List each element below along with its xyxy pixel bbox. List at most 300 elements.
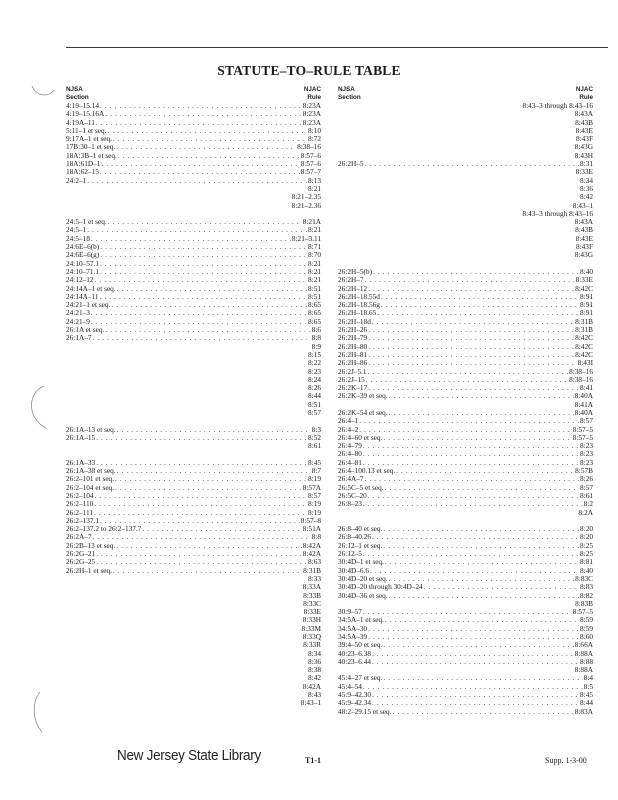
table-row [338,575,593,583]
table-row [338,268,593,276]
statute-section: 26:2J–5.1 [338,367,367,376]
statute-section: 26:1A–13 et seq. [66,425,116,434]
rule-reference: 8:33 [308,574,321,583]
table-row [66,268,321,276]
dot-leader [363,550,579,558]
table-row [338,384,593,392]
rule-reference: 8:38–16 [569,367,593,376]
rule-reference: 8:22 [308,359,321,368]
dot-leader [372,318,574,326]
supplement-date: Supp. 1-3-00 [545,756,587,765]
table-row [66,650,321,658]
dot-leader [113,567,302,575]
statute-section: 26:2K–17 [338,384,368,393]
table-row [338,193,593,201]
table-row [338,600,593,608]
table-row [338,392,593,400]
rule-reference: 8:23 [580,458,593,467]
dot-leader [368,285,574,293]
dot-leader [100,293,307,301]
rule-reference: 8:33Q [302,633,321,641]
rule-reference: 8:91 [580,292,593,301]
statute-section: 45:9–42.34 [338,699,372,708]
rule-reference: 8:43B [575,226,593,235]
table-row [66,583,321,591]
table-row [66,260,321,268]
table-row [66,127,321,135]
header-rule: Rule [307,93,321,101]
table-row [66,625,321,633]
dot-leader [372,650,574,658]
statute-section: 26:2–104 et seq. [66,483,115,492]
rule-reference: 8:42 [580,193,593,202]
dot-leader [368,343,574,351]
left-table-rows [66,102,321,708]
dot-leader [368,351,574,359]
dot-leader [363,683,583,691]
dot-leader [91,235,291,243]
rule-reference: 8:42C [575,334,593,343]
table-row [338,641,593,649]
table-row [66,218,321,226]
rule-reference: 8:42A [302,541,321,550]
statute-section: 39:4–50 et seq. [338,641,383,650]
statute-section: 26:8–23 [338,500,362,509]
dot-leader [385,484,579,492]
rule-reference: 8:33M [301,624,321,633]
table-row [338,442,593,450]
statute-section: 26:4–2 [338,425,359,434]
rule-reference: 8:2A [578,508,593,517]
table-row [338,484,593,492]
left-column [66,86,321,708]
rule-reference: 8:43F [575,135,593,144]
rule-reference: 8:59 [580,616,593,625]
dot-leader [368,359,576,367]
statute-section: 26:1A–38 et seq. [66,467,116,476]
rule-reference: 8:36 [580,184,593,193]
dot-leader [365,276,575,284]
rule-reference: 8:51 [308,284,321,293]
right-column [338,86,593,716]
dot-leader [95,276,307,284]
statute-section: 30:4D–1 et seq. [338,558,385,567]
dot-leader [383,434,571,442]
dot-leader [385,616,579,624]
table-row [338,558,593,566]
table-row [66,683,321,691]
header-njsa: NJSA [66,86,83,93]
rule-reference: 8:65 [308,317,321,326]
rule-reference: 8:23 [580,450,593,459]
statute-section: 26:2J–15 [338,375,365,384]
dot-leader [100,260,307,268]
rule-reference: 8:65 [308,301,321,310]
table-row [66,351,321,359]
table-row [338,583,593,591]
table-row [66,517,321,525]
statute-section: 34:5A–39 [338,633,368,641]
table-row [66,152,321,160]
dot-leader [368,326,574,334]
statute-section: 26:2H–81 [338,350,368,359]
header-njsa: NJSA [338,86,355,93]
rule-reference: 8:40A [574,408,593,417]
table-row [66,533,321,541]
table-row [338,110,593,118]
rule-reference: 8:83B [575,599,593,608]
dot-leader [94,500,307,508]
table-row [66,102,321,110]
dot-leader [365,475,579,483]
rule-reference: 8:8 [311,334,321,343]
dot-leader [381,301,579,309]
table-row [338,426,593,434]
dot-leader [91,309,307,317]
row-spacer [66,450,321,458]
table-row [66,285,321,293]
statute-section: 26:8–40 et seq. [338,525,383,534]
statute-section: 24:12–12 [66,276,94,285]
dot-leader [368,334,574,342]
rule-reference: 8:57B [575,467,593,476]
rule-reference: 8:42C [575,342,593,351]
rule-reference: 8:9 [311,342,321,351]
dot-leader [115,484,302,492]
statute-section: 26:4–80 [338,450,362,459]
dot-leader [393,708,574,716]
table-row [66,135,321,143]
rule-reference: 8:66A [574,641,593,650]
statute-section: 26:1A–33 [66,458,96,467]
table-row [66,193,321,201]
rule-reference: 8:83C [575,574,593,583]
rule-reference: 8:57 [308,408,321,417]
statute-section: 26:2–110 [66,500,94,509]
rule-reference: 8:40 [580,566,593,575]
rule-reference: 8:21–2.36 [291,201,321,210]
table-row [338,542,593,550]
dot-leader [381,293,579,301]
table-row [338,135,593,143]
statute-section: 24:5–1 [66,226,87,235]
table-row [66,467,321,475]
table-row [338,351,593,359]
rule-reference: 8:57A [302,483,321,492]
dot-leader [105,110,301,118]
table-row [338,127,593,135]
dot-leader [87,226,307,234]
rule-reference: 8:88 [580,657,593,666]
table-row [338,119,593,127]
dot-leader [116,143,296,151]
top-rule [66,47,608,48]
table-row [66,509,321,517]
rule-reference: 8:23 [308,367,321,376]
table-row [338,102,593,110]
statute-section: 26:2H–80 [338,342,368,351]
rule-reference: 8:57 [580,417,593,426]
rule-reference: 8:61 [580,491,593,500]
rule-reference: 8:21–2.35 [291,193,321,202]
rule-reference: 8:33C [303,599,321,608]
table-row [338,409,593,417]
statute-section: 30:4D–6.6 [338,566,370,575]
statute-section: 26:2G–21 [66,550,96,559]
rule-reference: 8:33A [302,583,321,592]
rule-reference: 8:38–16 [297,143,321,152]
table-row [66,301,321,309]
table-row [66,592,321,600]
table-row [338,226,593,234]
table-row [338,608,593,616]
table-row [338,251,593,259]
table-row [338,708,593,716]
table-row [338,509,593,517]
statute-section: 26:5C–5 et seq. [338,483,384,492]
rule-reference: 8:72 [308,135,321,144]
statute-section: 40:23–6.38 [338,649,372,658]
header-njac: NJAC [303,86,321,93]
table-row [338,318,593,326]
table-row [338,616,593,624]
table-row [338,301,593,309]
rule-reference: 8:52 [308,433,321,442]
rule-reference: 8:63 [308,558,321,567]
dot-leader [94,509,307,517]
punch-hole-mark [30,80,56,102]
table-row [66,409,321,417]
table-row [66,434,321,442]
dot-leader [383,641,573,649]
statute-section: 26:2–104 [66,491,94,500]
table-row [66,235,321,243]
rule-reference: 8:82 [580,591,593,600]
rule-reference: 8:43F [575,243,593,252]
table-row [338,235,593,243]
rule-reference: 8:21 [308,226,321,235]
rule-reference: 8:57–6 [300,151,321,160]
rule-reference: 8:21 [308,259,321,268]
rule-reference: 8:31B [575,317,593,326]
table-row [338,218,593,226]
dot-leader [396,467,574,475]
table-row [338,625,593,633]
statute-section: 24:2–1 [66,176,87,185]
dot-leader [363,442,579,450]
dot-leader [368,633,579,641]
dot-leader [87,177,307,185]
rule-reference: 8:19 [308,475,321,484]
dot-leader [363,459,579,467]
rule-reference: 8:70 [308,251,321,260]
table-row [66,666,321,674]
statute-section: 26:4–79 [338,442,362,451]
dot-leader [93,334,311,342]
row-spacer [338,517,593,525]
dot-leader [100,517,300,525]
rule-reference: 8:43–3 through 8:43–16 [522,102,593,110]
rule-reference: 8:44 [580,699,593,708]
rule-reference: 8:40 [580,267,593,276]
statute-section: 24:14A–1 et seq. [66,284,116,293]
right-table-rows [338,102,593,716]
statute-section: 26:4–60 et seq. [338,433,383,442]
rule-reference: 8:15 [308,350,321,359]
rule-reference: 8:40A [574,392,593,401]
rule-reference: 8:57–8 [300,516,321,525]
dot-leader [105,326,310,334]
rule-reference: 8:33H [302,616,321,625]
left-column-header [66,86,321,102]
table-row [338,417,593,425]
statute-section: 30:4D–36 et seq. [338,591,388,600]
statute-section: 26:2H–18.65 [338,309,377,318]
dot-leader [100,251,307,259]
rule-reference: 8:43–1 [300,699,321,708]
dot-leader [117,426,311,434]
statute-section: 26:2–137.2 to 26:2–137.7 [66,525,142,534]
table-row [66,484,321,492]
rule-reference: 8:33E [303,608,321,617]
rule-reference: 8:2 [583,500,593,509]
dot-leader [365,160,579,168]
rule-reference: 8:51A [302,525,321,534]
statute-section: 26:2H–12 [338,284,368,293]
table-row [66,542,321,550]
statute-section: 26:2K–54 et seq. [338,408,388,417]
table-row [66,658,321,666]
table-row [66,600,321,608]
table-row [338,666,593,674]
rule-reference: 8:34 [308,649,321,658]
table-row [338,492,593,500]
statute-section: 24:6E–6(b) [66,243,100,252]
rule-reference: 8:60 [580,633,593,641]
table-row [338,699,593,707]
dot-leader [359,426,571,434]
header-section: Section [66,93,89,101]
table-row [66,143,321,151]
table-row [66,459,321,467]
rule-reference: 8:57–5 [572,608,593,617]
dot-leader [96,434,307,442]
rule-reference: 8:13 [308,176,321,185]
statute-section: 30:9–57 [338,608,362,617]
table-row [66,674,321,682]
page-number: T1-1 [305,756,321,765]
rule-reference: 8:31B [575,326,593,335]
table-row [338,368,593,376]
rule-reference: 8:26 [308,384,321,393]
dot-leader [363,450,579,458]
table-row [338,185,593,193]
statute-section: 26:4–81 [338,458,362,467]
table-row [66,550,321,558]
statute-section: 26:2H–18.55d [338,292,380,301]
dot-leader [385,558,579,566]
table-row [66,500,321,508]
dot-leader [118,152,300,160]
table-row [338,243,593,251]
table-row [338,475,593,483]
rule-reference: 8:38 [308,666,321,675]
dot-leader [424,583,579,591]
table-row [338,658,593,666]
table-row [338,500,593,508]
statute-section: 24:5–1 et seq. [66,218,107,227]
rule-reference: 8:23A [302,110,321,119]
statute-section: 26:2H–18d [338,317,371,326]
table-row [338,285,593,293]
table-row [66,202,321,210]
table-row [66,168,321,176]
table-row [66,226,321,234]
rule-reference: 8:43B [575,118,593,127]
dot-leader [100,102,302,110]
rule-reference: 8:34 [580,176,593,185]
rule-reference: 8:42C [575,284,593,293]
rule-reference: 8:24 [308,375,321,384]
statute-section: 17B:30–1 et seq. [66,143,116,152]
dot-leader [370,567,579,575]
table-row [66,392,321,400]
table-row [338,633,593,641]
table-row [338,401,593,409]
dot-leader [95,492,307,500]
rule-reference: 8:42A [302,550,321,559]
rule-reference: 8:26 [580,475,593,484]
table-row [66,699,321,707]
rule-reference: 8:23 [580,442,593,451]
statute-section: 9:17A–1 et seq. [66,135,113,144]
rule-reference: 8:43E [575,126,593,135]
statute-section: 26:2K–39 et seq. [338,392,388,401]
page-title: STATUTE–TO–RULE TABLE [217,63,401,78]
rule-reference: 8:51 [308,400,321,409]
rule-reference: 8:33E [575,276,593,285]
punch-hole-mark [28,690,54,736]
statute-section: 45:9–42.30 [338,691,372,700]
rule-reference: 8:20 [580,533,593,542]
table-row [338,168,593,176]
dot-leader [117,285,307,293]
statute-section: 26:2H–79 [338,334,368,343]
rule-reference: 8:57–5 [572,425,593,434]
table-row [66,641,321,649]
statute-section: 24:6E–6(g) [66,251,100,260]
statute-section: 34:5A–30 [338,624,368,633]
dot-leader [383,674,582,682]
table-row [66,376,321,384]
table-row [338,160,593,168]
dot-leader [368,625,579,633]
statute-section: 26:2H–5 [338,160,364,169]
rule-reference: 8:57 [580,483,593,492]
table-row [338,650,593,658]
dot-leader [96,550,302,558]
rule-reference: 8:19 [308,508,321,517]
table-row [66,119,321,127]
rule-reference: 8:25 [580,550,593,559]
rule-reference: 8:45 [580,691,593,700]
dot-leader [389,409,574,417]
rule-reference: 8:45 [308,458,321,467]
row-spacer [66,210,321,218]
table-row [338,592,593,600]
rule-reference: 8:83A [574,707,593,716]
statute-section: 34:5A–1 et seq. [338,616,385,625]
